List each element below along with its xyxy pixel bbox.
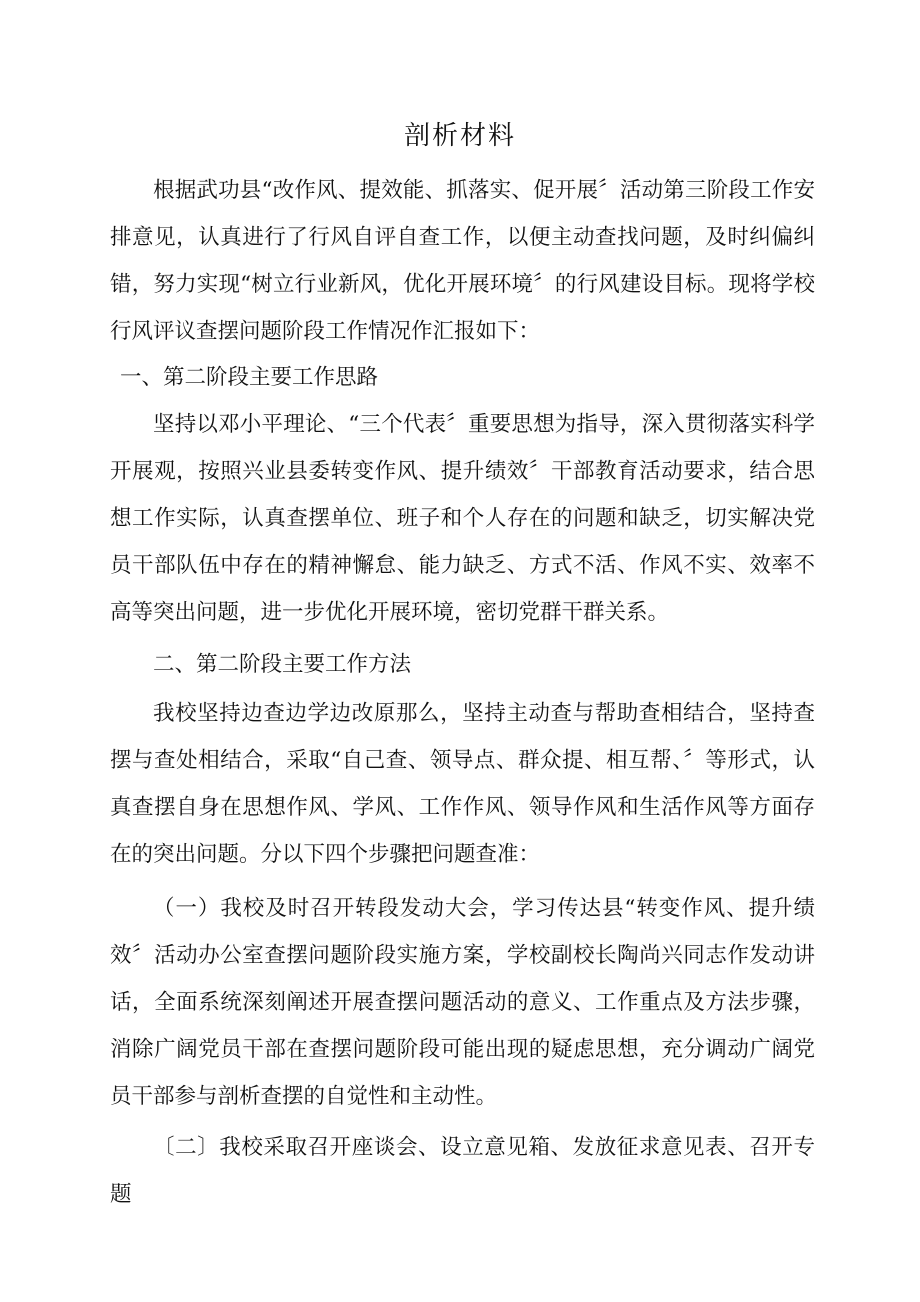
document-title: 剖析材料: [403, 121, 516, 151]
intro-paragraph: 根据武功县“改作风、提效能、抓落实、促开展〞活动第三阶段工作安排意见，认真进行了行风自评自查工作，以便主动查找问题，及时纠偏纠错，努力实现“树立行业新风，优化开展环境〞的行风建设目标。现将学校行风评议查摆问题阶段工作情况作汇报如下：: [110, 178, 815, 344]
step-2-paragraph: 〔二〕我校采取召开座谈会、设立意见箱、发放征求意见表、召开专题: [110, 1135, 815, 1207]
section-heading-1: 一、第二阶段主要工作思路: [120, 365, 379, 390]
work-thinking-paragraph: 坚持以邓小平理论、“三个代表〞重要思想为指导，深入贯彻落实科学开展观，按照兴业县委转变作风、提升绩效〞干部教育活动要求，结合思想工作实际，认真查摆单位、班子和个人存在的问题和缺乏，切实解决党员干部队伍中存在的精神懈怠、能力缺乏、方式不活、作风不实、效率不高等突出问题，进一步优化开展环境，密切党群干群关系。: [110, 412, 815, 625]
work-method-paragraph: 我校坚持边查边学边改原那么，坚持主动查与帮助查相结合，坚持查摆与查处相结合，采取“自己查、领导点、群众提、相互帮、〞等形式，认真查摆自身在思想作风、学风、工作作风、领导作风和生活作风等方面存在的突出问题。分以下四个步骤把问题查准：: [110, 701, 815, 867]
step-1-paragraph: （一）我校及时召开转段发动大会，学习传达县“转变作风、提升绩效〞活动办公室查摆问题阶段实施方案，学校副校长陶尚兴同志作发动讲话，全面系统深刻阐述开展查摆问题活动的意义、工作重点及方法步骤，消除广阔党员干部在查摆问题阶段可能出现的疑虑思想，充分调动广阔党员干部参与剖析查摆的自觉性和主动性。: [110, 896, 815, 1109]
section-heading-2: 二、第二阶段主要工作方法: [153, 652, 412, 677]
